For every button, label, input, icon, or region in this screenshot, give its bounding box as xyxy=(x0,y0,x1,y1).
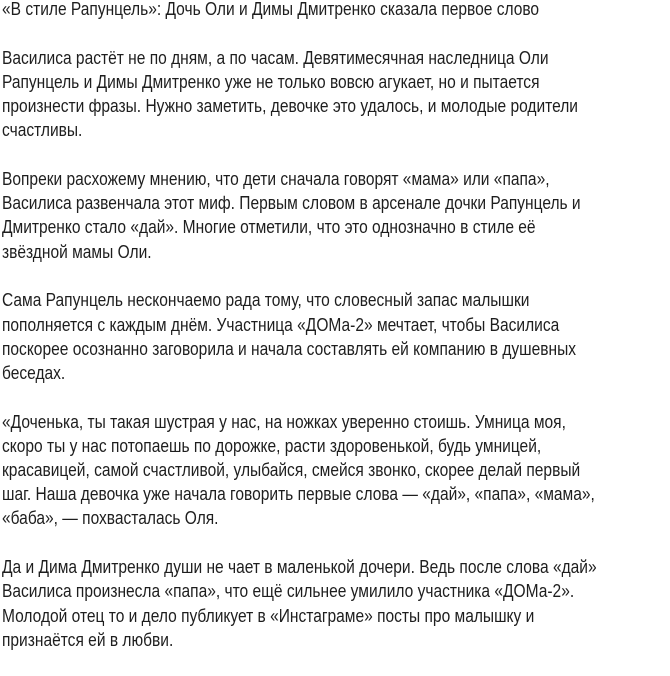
paragraph-line: признаётся ей в любви. xyxy=(2,628,174,650)
paragraph xyxy=(2,555,666,652)
article-body xyxy=(2,46,666,652)
paragraph-line: Молодой отец то и дело публикует в «Инстаграме» посты про малышку и xyxy=(2,604,535,626)
article xyxy=(2,0,666,676)
title-text: «В стиле Рапунцель»: Дочь Оли и Димы Дмитренко сказала первое слово xyxy=(2,0,540,19)
paragraph-line: Да и Дима Дмитренко души не чает в маленькой дочери. Ведь после слова «дай» xyxy=(2,556,597,578)
paragraph-line: Дмитренко стало «дай». Многие отметили, что это однозначно в стиле её xyxy=(2,216,536,238)
paragraph-line: шаг. Наша девочка уже начала говорить первые слова — «дай», «папа», «мама», xyxy=(2,483,595,505)
paragraph xyxy=(2,46,666,143)
paragraph-line: поскорее осознанно заговорила и начала составлять ей компанию в душевных xyxy=(2,337,577,359)
paragraph xyxy=(2,288,666,385)
paragraph-line: Рапунцель и Димы Дмитренко уже не только вовсю агукает, но и пытается xyxy=(2,70,540,92)
paragraph xyxy=(2,410,666,531)
paragraph xyxy=(2,167,666,264)
paragraph-line: «баба», — похвасталась Оля. xyxy=(2,507,219,529)
paragraph-line: Василиса произнесла «папа», что ещё сильнее умилило участника «ДОМа-2». xyxy=(2,580,575,602)
paragraph-line: «Доченька, ты такая шустрая у нас, на ножках уверенно стоишь. Умница моя, xyxy=(2,410,566,432)
paragraph-line: Василиса развенчала этот миф. Первым словом в арсенале дочки Рапунцель и xyxy=(2,192,581,214)
paragraph-line: произнести фразы. Нужно заметить, девочке это удалось, и молодые родители xyxy=(2,95,578,117)
paragraph-line: пополняется с каждым днём. Участница «ДОМа-2» мечтает, чтобы Василиса xyxy=(2,313,560,335)
paragraph-line: скоро ты у нас потопаешь по дорожке, расти здоровенькой, будь умницей, xyxy=(2,434,542,456)
paragraph-line: счастливы. xyxy=(2,119,83,141)
article-title xyxy=(2,0,666,21)
paragraph-line: Вопреки расхожему мнению, что дети сначала говорят «мама» или «папа», xyxy=(2,168,550,190)
paragraph-line: беседах. xyxy=(2,361,66,383)
paragraph-line: звёздной мамы Оли. xyxy=(2,240,152,262)
paragraph-line: Сама Рапунцель нескончаемо рада тому, что словесный запас малышки xyxy=(2,289,530,311)
paragraph-line: красавицей, самой счастливой, улыбайся, смейся звонко, скорее делай первый xyxy=(2,459,581,481)
paragraph-line: Василиса растёт не по дням, а по часам. Девятимесячная наследница Оли xyxy=(2,46,549,68)
